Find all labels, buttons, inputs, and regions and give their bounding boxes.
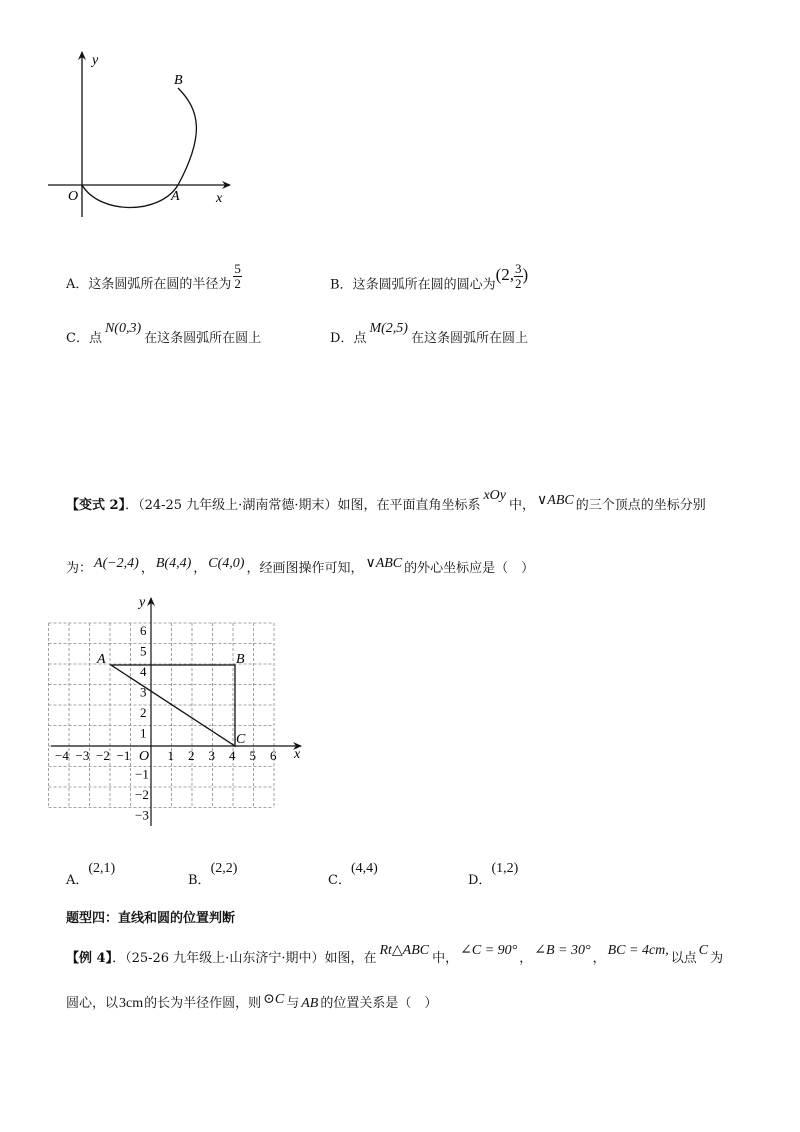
option-letter: D． — [330, 331, 354, 346]
variant2-option-c — [328, 861, 378, 890]
point-m-math: M(2,5) — [369, 321, 408, 336]
x-axis-label: x — [294, 747, 301, 762]
point-n-math: N(0,3) — [104, 321, 142, 336]
variant2-line2-pre: 为： — [66, 561, 93, 576]
option-math: (1,2) — [491, 861, 519, 876]
angle-b-math: ∠B = 30° — [534, 943, 591, 958]
origin-label: O — [139, 749, 150, 764]
coord-system-math: xOy — [483, 488, 506, 503]
angle-c-math: ∠C = 90° — [460, 943, 518, 958]
example4-line1 — [66, 943, 724, 968]
example4-tag: 【例 4】 — [66, 951, 113, 966]
y-tick-label: 3 — [140, 684, 147, 700]
option-math: (2,1) — [88, 861, 116, 876]
text: 为 — [710, 951, 724, 966]
variant2-line1 — [66, 488, 706, 515]
option-letter: D． — [468, 873, 492, 888]
figure-arc-diagram — [40, 40, 240, 220]
variant2-option-b — [188, 861, 238, 890]
point-a-label: A — [97, 652, 106, 667]
x-tick-label: −4 — [55, 748, 69, 763]
point-a-coord: A(−2,4) — [94, 556, 139, 571]
figure-grid-diagram — [45, 590, 315, 830]
text: 与 — [286, 996, 300, 1011]
option-letter: B． — [188, 873, 211, 888]
text: 的位置关系是（ ） — [320, 996, 438, 1011]
segment-ab-math: AB — [301, 996, 319, 1011]
dashed-grid — [49, 623, 275, 808]
x-tick-label: 4 — [229, 748, 236, 763]
point-b-label: B — [174, 73, 183, 88]
text: 中， — [432, 951, 459, 966]
point-c-math: C — [698, 943, 709, 958]
fraction-denominator: 2 — [234, 276, 241, 291]
option-c — [66, 321, 262, 348]
text: 的长为半径作圆，则 — [144, 996, 262, 1011]
y-tick-label: −2 — [135, 787, 149, 802]
y-tick-label: −3 — [135, 807, 149, 823]
fraction — [233, 262, 242, 291]
radius-math: 3cm — [119, 996, 144, 1011]
option-text: 这条圆弧所在圆的半径为 — [88, 277, 232, 292]
side-bc-math: BC = 4cm, — [607, 943, 669, 958]
x-tick-label: 6 — [270, 748, 277, 763]
option-letter: C． — [66, 331, 89, 346]
x-tick-label: 5 — [249, 748, 256, 763]
option-text-pre: 点 — [88, 331, 102, 346]
variant2-option-a — [66, 861, 116, 890]
x-axis-label: x — [216, 191, 223, 206]
fraction-denominator: 2 — [515, 276, 522, 291]
variant2-source: ．（24-25 九年级上·湖南常德·期末）如图，在平面直角坐标系 — [125, 498, 481, 513]
x-tick-label: 3 — [208, 748, 215, 763]
variant2-mid: 中， — [509, 498, 536, 513]
x-tick-label: 2 — [188, 748, 195, 763]
option-letter: C． — [328, 873, 351, 888]
y-axis-label: y — [92, 53, 99, 68]
section-heading: 题型四：直线和圆的位置判断 — [66, 911, 236, 926]
fraction — [514, 262, 523, 291]
fraction-numerator: 3 — [515, 261, 522, 276]
variant2-line2-end: 的外心坐标应是（ ） — [404, 561, 535, 576]
y-tick-label: 1 — [140, 725, 147, 741]
y-tick-labels — [135, 623, 149, 823]
circle-c-math: ⊙C — [263, 992, 285, 1007]
center-math: (2, $\frac{3}{2}$ ) — [495, 261, 529, 291]
x-tick-label: −1 — [116, 748, 131, 763]
text: ， — [519, 951, 533, 966]
triangle-math: ∨ABC — [365, 556, 403, 571]
x-tick-label: −3 — [75, 748, 90, 763]
triangle-abc — [111, 665, 235, 746]
variant2-tag: 【变式 2】 — [66, 498, 126, 513]
y-axis-label: y — [139, 595, 146, 610]
x-tick-label: −2 — [96, 748, 110, 763]
option-letter: A． — [66, 873, 89, 888]
example4-line2 — [66, 992, 438, 1013]
variant2-line2-post: ，经画图操作可知， — [246, 561, 364, 576]
variant2-tail: 的三个顶点的坐标分别 — [575, 498, 706, 513]
text: 以点 — [670, 951, 697, 966]
option-letter: A． — [66, 277, 89, 292]
point-b-label: B — [236, 652, 245, 667]
option-text-pre: 点 — [353, 331, 367, 346]
y-tick-label: 4 — [140, 664, 147, 679]
fraction-numerator: 5 — [234, 261, 241, 276]
variant2-option-d — [468, 861, 519, 890]
point-c-label: C — [236, 732, 246, 747]
rt-triangle-math: Rt△ABC — [379, 943, 430, 958]
option-text: 这条圆弧所在圆的圆心为 — [352, 277, 496, 293]
option-text-post: 在这条圆弧所在圆上 — [410, 331, 528, 346]
y-tick-label: 5 — [140, 643, 147, 659]
point-b-coord: B(4,4) — [155, 556, 192, 571]
triangle-math: ∨ABC — [537, 493, 574, 508]
origin-label: O — [68, 189, 79, 204]
option-b — [330, 261, 529, 299]
text: 圆心，以 — [66, 996, 119, 1011]
option-text-post: 在这条圆弧所在圆上 — [144, 331, 262, 346]
separator: ， — [193, 561, 207, 576]
y-tick-label: 6 — [140, 623, 147, 638]
option-math: (4,4) — [350, 861, 378, 876]
option-letter: B． — [330, 277, 353, 293]
point-c-coord: C(4,0) — [208, 556, 245, 571]
x-tick-labels — [55, 748, 277, 763]
text: ， — [592, 951, 606, 966]
variant2-line2 — [66, 556, 535, 578]
example4-source: ．（25-26 九年级上·山东济宁·期中）如图，在 — [112, 951, 377, 966]
option-d — [330, 321, 528, 348]
option-math: (2,2) — [210, 861, 238, 876]
option-a — [66, 261, 242, 299]
point-a-label: A — [171, 189, 180, 204]
y-tick-label: 2 — [140, 705, 147, 720]
separator: ， — [140, 561, 154, 576]
y-tick-label: −1 — [135, 766, 149, 782]
x-tick-label: 1 — [167, 748, 174, 763]
